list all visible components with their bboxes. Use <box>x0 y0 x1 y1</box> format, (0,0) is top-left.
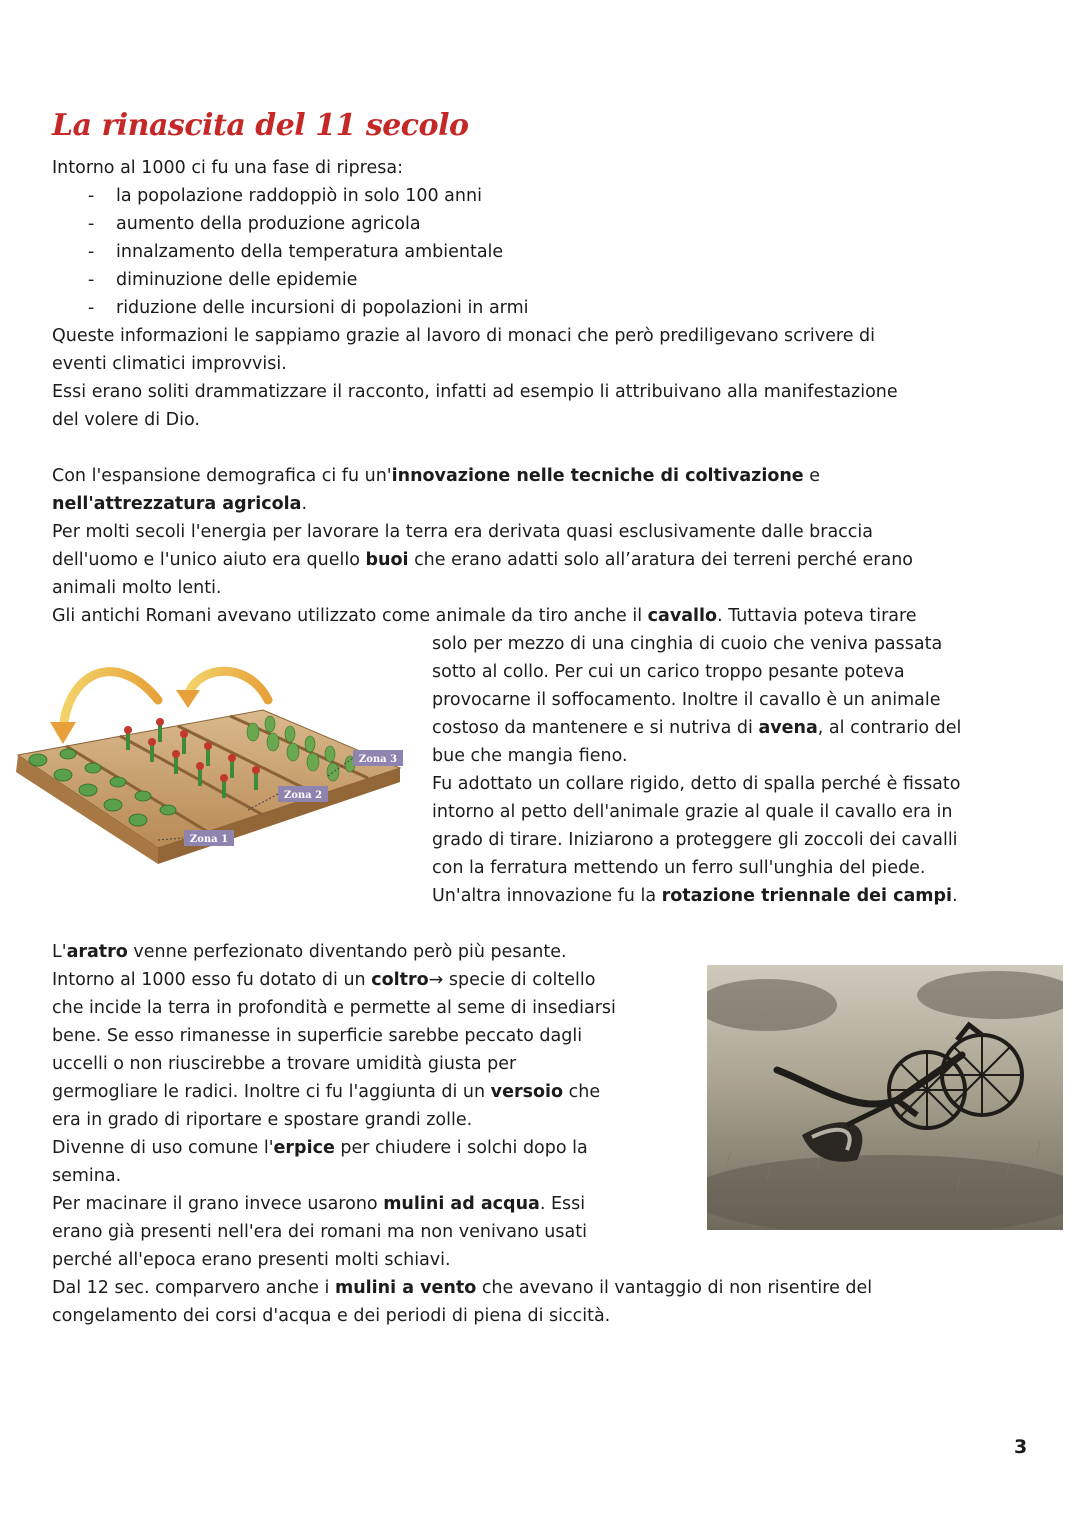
page-number: 3 <box>1014 1436 1028 1458</box>
bold-term: versoio <box>490 1082 564 1102</box>
text-span: . <box>952 886 958 906</box>
text-span: dell'uomo e l'unico aiuto era quello <box>52 550 366 570</box>
text-line: uccelli o non riuscirebbe a trovare umidità giusta per <box>52 1054 517 1074</box>
text-line: del volere di Dio. <box>52 410 200 430</box>
text-line: perché all'epoca erano presenti molti schiavi. <box>52 1250 451 1270</box>
text-line: sotto al collo. Per cui un carico troppo pesante poteva <box>432 662 905 682</box>
text-span: → specie di coltello <box>428 970 596 990</box>
text-line: Essi erano soliti drammatizzare il racconto, infatti ad esempio li attribuivano alla manifestazione <box>52 382 898 402</box>
text-line: era in grado di riportare e spostare grandi zolle. <box>52 1110 473 1130</box>
text-line: grado di tirare. Iniziarono a proteggere gli zoccoli dei cavalli <box>432 830 958 850</box>
bold-term: nell'attrezzatura agricola <box>52 494 302 514</box>
paragraph-drama <box>52 378 898 434</box>
text-line: semina. <box>52 1166 122 1186</box>
text-line: bue che mangia fieno. <box>432 746 628 766</box>
list-item: - riduzione delle incursioni di popolazioni in armi <box>84 294 528 322</box>
paragraph-horse <box>432 630 961 910</box>
bold-term: mulini a vento <box>334 1278 477 1298</box>
text-line: con la ferratura mettendo un ferro sull'unghia del piede. <box>432 858 926 878</box>
zone-3-label: Zona 3 <box>358 754 398 765</box>
text-span: . <box>301 494 308 514</box>
page-title: La rinascita del 11 secolo <box>52 108 469 143</box>
text-span: . Tuttavia poteva tirare <box>717 606 917 626</box>
bold-term: aratro <box>66 942 128 962</box>
text-span: Divenne di uso comune l' <box>52 1138 274 1158</box>
text-span: , al contrario del <box>817 718 962 738</box>
bold-term: erpice <box>273 1138 335 1158</box>
text-span: che erano adatti solo all’aratura dei terreni perché erano <box>408 550 914 570</box>
text-line: congelamento dei corsi d'acqua e dei periodi di piena di siccità. <box>52 1306 611 1326</box>
text-span: germogliare le radici. Inoltre ci fu l'aggiunta di un <box>52 1082 491 1102</box>
text-span: costoso da mantenere e si nutriva di <box>432 718 759 738</box>
paragraph-monks <box>52 322 875 378</box>
bold-term: buoi <box>365 550 409 570</box>
bold-term: innovazione nelle tecniche di coltivazione <box>391 466 804 486</box>
text-span: che <box>563 1082 601 1102</box>
paragraph-horse-intro <box>52 602 917 630</box>
list-item: - la popolazione raddoppiò in solo 100 anni <box>84 182 528 210</box>
antique-plow-photo <box>707 965 1063 1230</box>
zone-1-label: Zona 1 <box>189 834 229 845</box>
text-line: animali molto lenti. <box>52 578 222 598</box>
list-item: - innalzamento della temperatura ambientale <box>84 238 528 266</box>
text-line: Fu adottato un collare rigido, detto di spalla perché è fissato <box>432 774 961 794</box>
paragraph-innovation <box>52 462 820 518</box>
bold-term: mulini ad acqua <box>383 1194 540 1214</box>
text-line: Per molti secoli l'energia per lavorare la terra era derivata quasi esclusivamente dalle braccia <box>52 522 874 542</box>
text-line: che incide la terra in profondità e permette al seme di insediarsi <box>52 998 616 1018</box>
text-line: provocarne il soffocamento. Inoltre il cavallo è un animale <box>432 690 941 710</box>
text-span: Dal 12 sec. comparvero anche i <box>52 1278 335 1298</box>
text-line: eventi climatici improvvisi. <box>52 354 287 374</box>
text-span: Gli antichi Romani avevano utilizzato come animale da tiro anche il <box>52 606 648 626</box>
text-span: per chiudere i solchi dopo la <box>334 1138 588 1158</box>
text-line: erano già presenti nell'era dei romani ma non venivano usati <box>52 1222 587 1242</box>
text-span: che avevano il vantaggio di non risentire del <box>476 1278 873 1298</box>
text-line: bene. Se esso rimanesse in superficie sarebbe peccato dagli <box>52 1026 583 1046</box>
list-item: - diminuzione delle epidemie <box>84 266 528 294</box>
zone-2-label: Zona 2 <box>283 790 323 801</box>
text-line: Queste informazioni le sappiamo grazie al lavoro di monaci che però prediligevano scrivere di <box>52 326 875 346</box>
bullet-list <box>84 182 528 322</box>
text-span: venne perfezionato diventando però più pesante. <box>127 942 567 962</box>
text-span: Un'altra innovazione fu la <box>432 886 662 906</box>
bold-term: cavallo <box>647 606 718 626</box>
text-line: solo per mezzo di una cinghia di cuoio che veniva passata <box>432 634 943 654</box>
crop-rotation-illustration <box>8 650 408 880</box>
text-span: Intorno al 1000 esso fu dotato di un <box>52 970 372 990</box>
text-line: intorno al petto dell'animale grazie al quale il cavallo era in <box>432 802 953 822</box>
text-span: e <box>803 466 821 486</box>
list-item: - aumento della produzione agricola <box>84 210 528 238</box>
paragraph-energy <box>52 518 913 602</box>
text-span: . Essi <box>539 1194 586 1214</box>
text-span: L' <box>52 942 67 962</box>
bold-term: avena <box>758 718 818 738</box>
bold-term: rotazione triennale dei campi <box>661 886 953 906</box>
bold-term: coltro <box>371 970 429 990</box>
intro-text: Intorno al 1000 ci fu una fase di ripresa: <box>52 158 403 178</box>
text-span: Con l'espansione demografica ci fu un' <box>52 466 392 486</box>
text-span: Per macinare il grano invece usarono <box>52 1194 384 1214</box>
